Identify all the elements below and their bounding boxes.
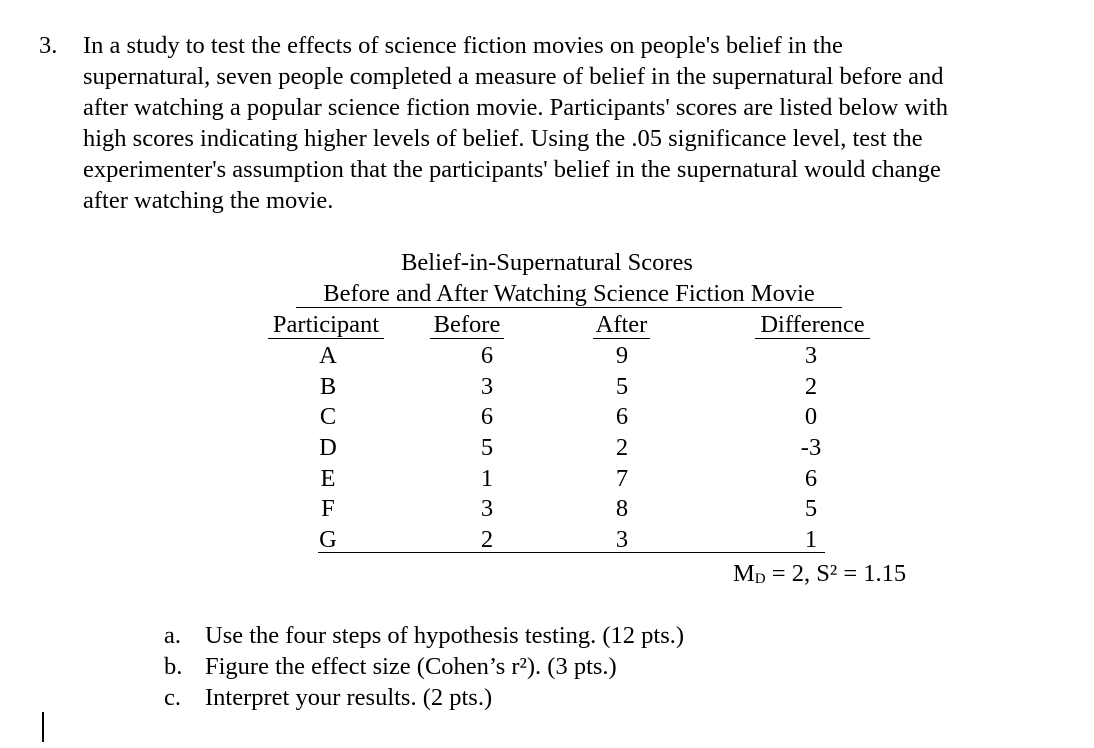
problem-line: experimenter's assumption that the participants' belief in the supernatural would change (83, 156, 941, 183)
problem-line: after watching the movie. (83, 187, 334, 214)
problem-statement (39, 30, 1049, 216)
table-body (0, 341, 1094, 556)
cell-difference: 0 (804, 403, 818, 431)
question-text: Interpret your results. (2 pts.) (205, 684, 493, 711)
question-letter: b. (164, 653, 183, 680)
cell-difference: 5 (804, 495, 818, 523)
cell-before: 2 (480, 526, 494, 554)
table-row (0, 464, 1094, 495)
problem-text (83, 30, 1049, 216)
variance-value: S² = 1.15 (816, 560, 907, 587)
cell-difference: 1 (804, 526, 818, 554)
cell-participant: G (319, 526, 337, 554)
cell-participant: F (321, 495, 335, 523)
column-header-before: Before (430, 310, 504, 339)
problem-line: high scores indicating higher levels of belief. Using the .05 significance level, test the (83, 125, 923, 152)
table-bottom-rule (318, 552, 825, 553)
cell-before: 5 (480, 434, 494, 462)
summary-statistics (733, 559, 906, 594)
problem-line: In a study to test the effects of science fiction movies on people's belief in the (83, 32, 843, 59)
cell-after: 7 (615, 464, 629, 492)
table-row (0, 433, 1094, 464)
cell-after: 8 (615, 495, 629, 523)
table-row (0, 402, 1094, 433)
problem-number: 3. (39, 32, 58, 59)
cell-before: 3 (480, 372, 494, 400)
question-text: Figure the effect size (Cohen’s r²). (3 pts.) (205, 653, 617, 680)
cell-after: 6 (615, 403, 629, 431)
cell-before: 3 (480, 495, 494, 523)
column-header-participant: Participant (268, 310, 384, 339)
cell-after: 3 (615, 526, 629, 554)
problem-line: after watching a popular science fiction movie. Participants' scores are listed below with (83, 94, 949, 121)
problem-line: supernatural, seven people completed a measure of belief in the supernatural before and (83, 63, 944, 90)
question-text: Use the four steps of hypothesis testing. (12 pts.) (205, 622, 685, 649)
column-header-after: After (593, 310, 650, 339)
cell-difference: -3 (800, 434, 822, 462)
cell-participant: D (319, 434, 337, 462)
table-row (0, 494, 1094, 525)
table-title: Belief-in-Supernatural Scores (401, 249, 693, 276)
question-letter: c. (164, 684, 181, 711)
cell-before: 1 (480, 464, 494, 492)
cell-difference: 3 (804, 342, 818, 369)
table-subtitle: Before and After Watching Science Fiction Movie (296, 279, 842, 308)
cell-participant: A (319, 342, 337, 369)
question-letter: a. (164, 622, 181, 649)
cell-participant: E (320, 464, 336, 492)
table-row (0, 341, 1094, 372)
text-cursor (42, 712, 44, 742)
cell-after: 9 (615, 342, 629, 369)
cell-after: 5 (615, 372, 629, 400)
cell-before: 6 (480, 403, 494, 431)
table-row (0, 372, 1094, 403)
cell-difference: 6 (804, 464, 818, 492)
cell-participant: C (319, 403, 337, 431)
mean-label: M (733, 560, 755, 587)
cell-difference: 2 (804, 372, 818, 400)
mean-value: = 2, (765, 560, 817, 587)
column-header-difference: Difference (755, 310, 870, 339)
cell-participant: B (319, 372, 337, 400)
cell-after: 2 (615, 434, 629, 462)
cell-before: 6 (480, 342, 494, 369)
mean-subscript: D (754, 571, 766, 587)
